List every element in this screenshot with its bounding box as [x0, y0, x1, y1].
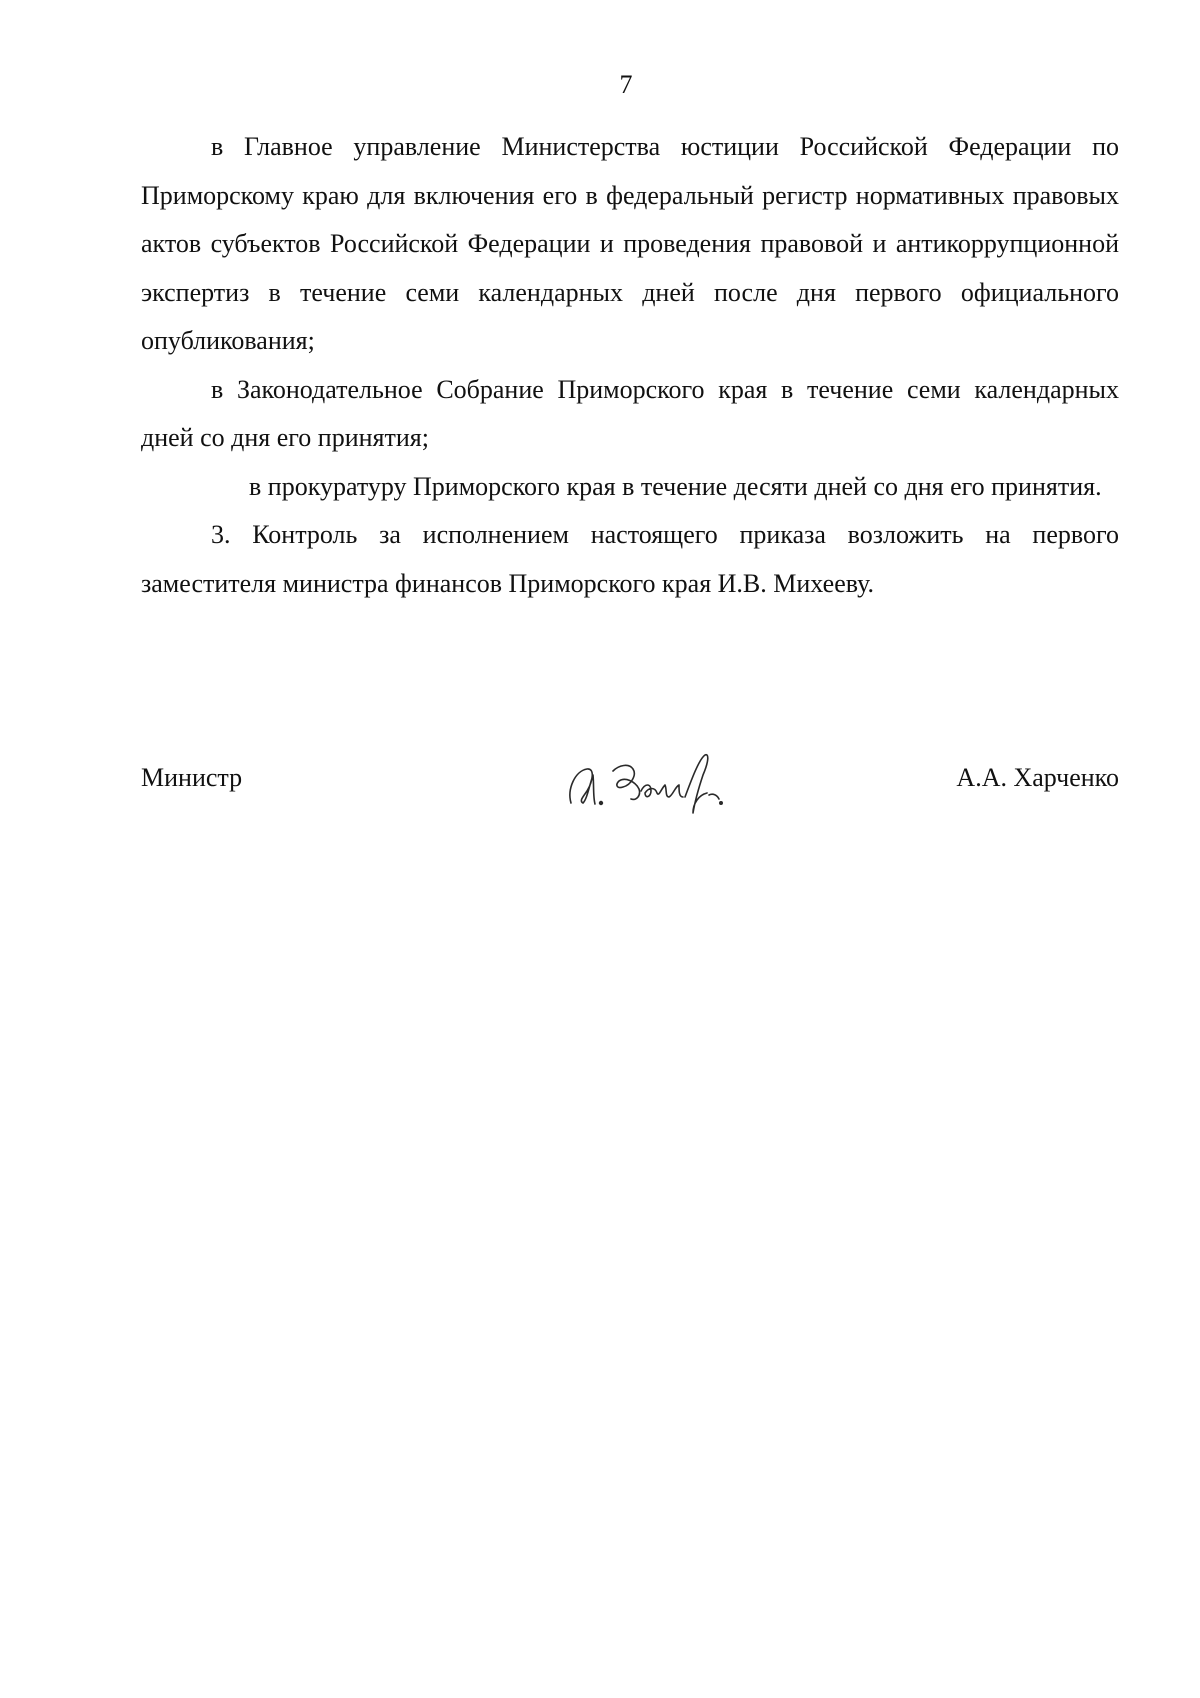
paragraph-justice-ministry: в Главное управление Министерства юстиции Российской Федерации по Приморскому краю для включения его в федеральный регистр нормативных правовых актов субъектов Российской Федерации и проведения правовой и антикоррупционной экспертиз в течение семи календарных дней после дня первого официального опубликования;: [141, 132, 1119, 355]
document-body: [141, 123, 1119, 608]
paragraph-control-clause: 3. Контроль за исполнением настоящего приказа возложить на первого заместителя министра финансов Приморского края И.В. Михееву.: [141, 520, 1119, 598]
paragraph-prosecutor: в прокуратуру Приморского края в течение десяти дней со дня его принятия.: [249, 471, 1102, 501]
paragraph-legislative-assembly: в Законодательное Собрание Приморского края в течение семи календарных дней со дня его принятия;: [141, 374, 1119, 452]
handwritten-signature: [553, 741, 753, 821]
signature-block: [141, 755, 1119, 815]
page-number: 7: [619, 70, 633, 99]
signatory-name: А.А. Харченко: [956, 763, 1119, 792]
signatory-position: Министр: [141, 763, 243, 792]
